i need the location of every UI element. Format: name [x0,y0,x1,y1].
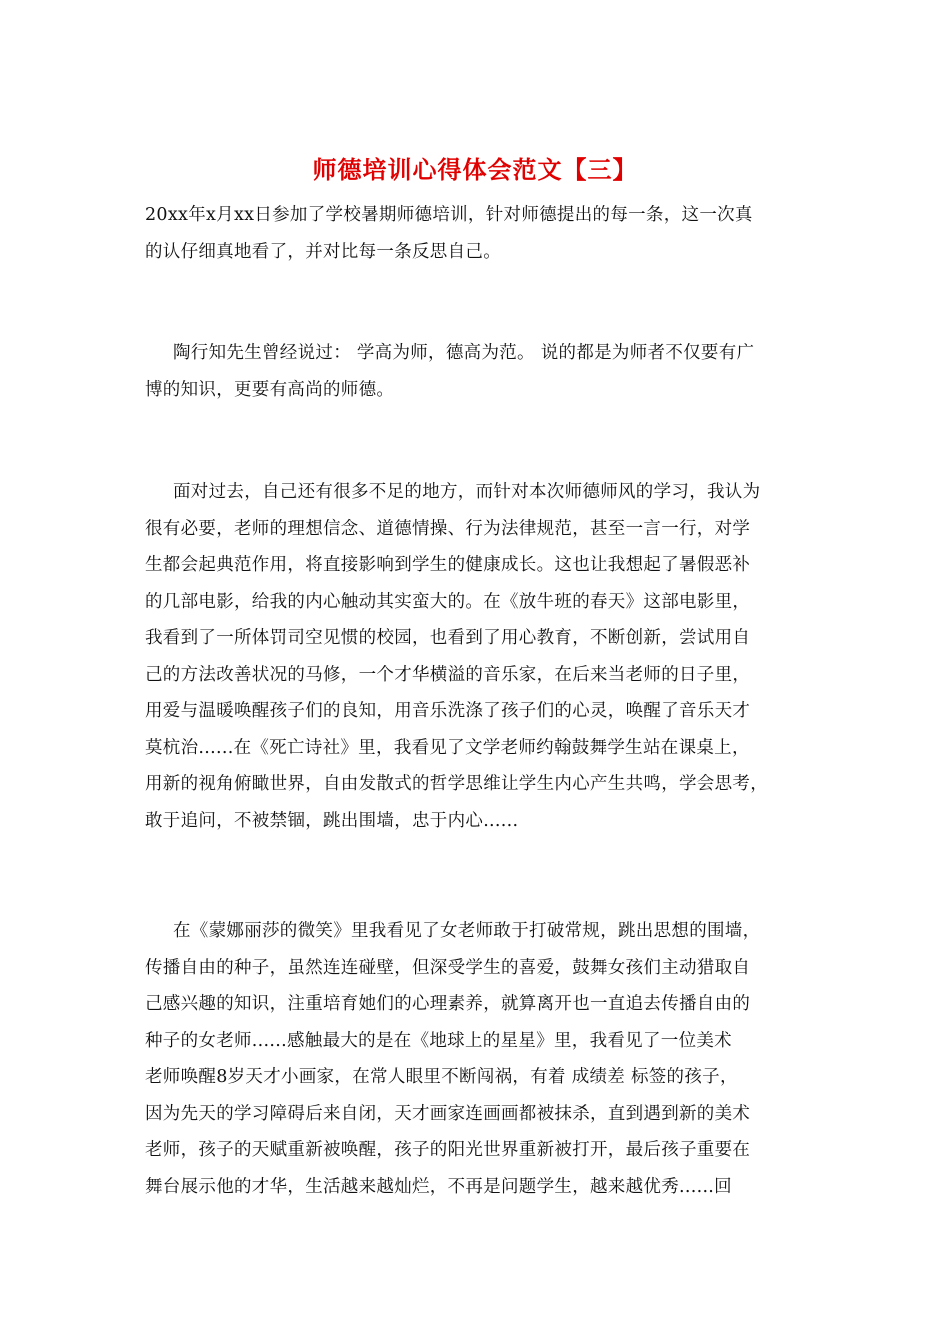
document-title: 师德培训心得体会范文【三】 [312,155,638,184]
paragraph-line: 敢于追问，不被禁锢，跳出围墙，忠于内心...... [145,810,519,831]
paragraph-line: 博的知识，更要有高尚的师德。 [145,379,395,400]
paragraph-line: 面对过去，自己还有很多不足的地方，而针对本次师德师风的学习，我认为 [173,482,761,502]
paragraph-line: 的几部电影，给我的内心触动其实蛮大的。在《放牛班的春天》这部电影里， [145,591,751,612]
paragraph-line: 生都会起典范作用，将直接影响到学生的健康成长。这也让我想起了暑假恶补 [145,555,751,575]
paragraph-line: 用新的视角俯瞰世界，自由发散式的哲学思维让学生内心产生共鸣，学会思考， [145,774,768,794]
paragraph-line: 己的方法改善状况的马修，一个才华横溢的音乐家，在后来当老师的日子里， [145,664,751,685]
paragraph-line: 的认仔细真地看了，并对比每一条反思自己。 [145,241,501,262]
paragraph-tao-xingzhi-quote [145,335,810,408]
paragraph-reflection-films [145,474,810,839]
paragraph-line: 20xx年x月xx日参加了学校暑期师德培训，针对师德提出的每一条，这一次真 [145,205,753,225]
paragraph-line: 舞台展示他的才华，生活越来越灿烂，不再是问题学生，越来越优秀......回 [145,1176,732,1197]
paragraph-line: 陶行知先生曾经说过： 学高为师，德高为范。 说的都是为师者不仅要有广 [173,343,755,363]
paragraph-line: 用爱与温暖唤醒孩子们的良知，用音乐洗涤了孩子们的心灵，唤醒了音乐天才 [145,701,751,721]
paragraph-line: 因为先天的学习障碍后来自闭，天才画家连画画都被抹杀，直到遇到新的美术 [145,1103,751,1124]
paragraph-mona-lisa-smile [145,913,810,1205]
paragraph-line: 很有必要，老师的理想信念、道德情操、行为法律规范，甚至一言一行，对学 [145,518,751,539]
paragraph-line: 在《蒙娜丽莎的微笑》里我看见了女老师敢于打破常规，跳出思想的围墙， [173,921,761,941]
paragraph-line: 老师，孩子的天赋重新被唤醒，孩子的阳光世界重新被打开，最后孩子重要在 [145,1140,751,1160]
paragraph-line: 莫杭治......在《死亡诗社》里，我看见了文学老师约翰鼓舞学生站在课桌上， [145,737,750,758]
paragraph-line: 老师唤醒8岁天才小画家，在常人眼里不断闯祸，有着 成绩差 标签的孩子， [145,1067,738,1087]
paragraph-line: 传播自由的种子，虽然连连碰壁，但深受学生的喜爱，鼓舞女孩们主动猎取自 [145,957,751,978]
paragraph-line: 种子的女老师......感触最大的是在《地球上的星星》里，我看见了一位美术 [145,1030,732,1051]
paragraph-line: 我看到了一所体罚司空见惯的校园，也看到了用心教育，不断创新，尝试用自 [145,628,751,648]
paragraph-line: 己感兴趣的知识，注重培育她们的心理素养，就算离开也一直追去传播自由的 [145,994,751,1014]
paragraph-intro [145,197,810,270]
